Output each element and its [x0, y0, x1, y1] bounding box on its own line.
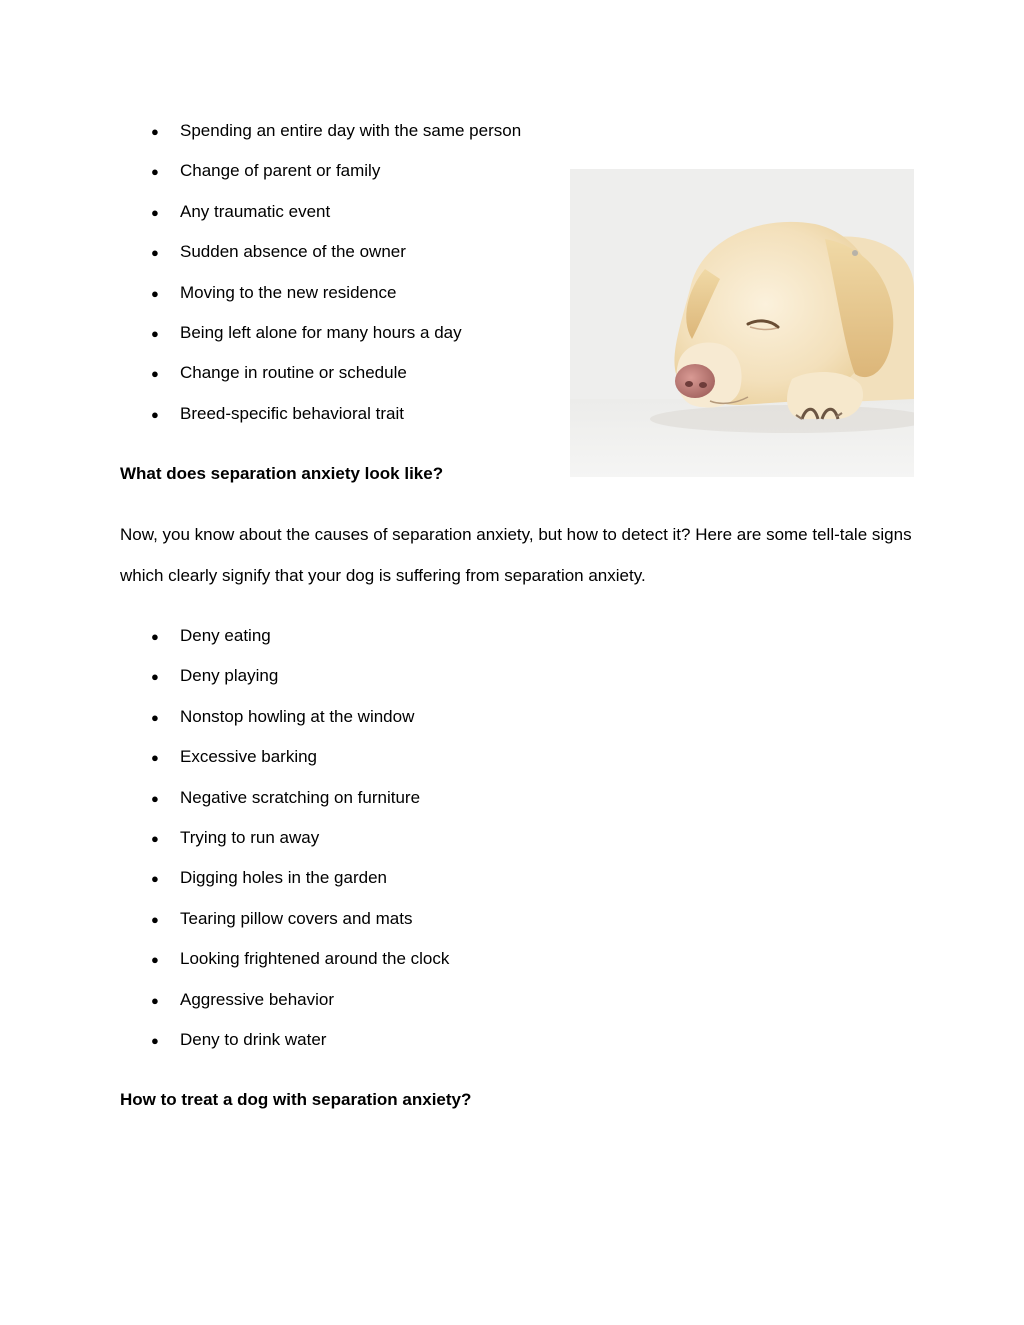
list-item: ● Tearing pillow covers and mats [151, 908, 413, 928]
causes-list [120, 121, 521, 444]
list-item: ● Aggressive behavior [151, 989, 335, 1009]
bullet-icon: ● [151, 871, 159, 887]
bullet-icon: ● [151, 911, 159, 927]
bullet-icon: ● [151, 790, 159, 806]
bullet-icon: ● [151, 285, 159, 301]
list-item: ● Breed-specific behavioral trait [151, 403, 404, 423]
list-item: ● Negative scratching on furniture [151, 787, 421, 807]
bullet-icon: ● [151, 830, 159, 846]
list-item: ● Excessive barking [151, 747, 318, 767]
bullet-icon: ● [151, 1032, 159, 1048]
list-item: ● Moving to the new residence [151, 282, 397, 302]
list-item: ● Nonstop howling at the window [151, 706, 415, 726]
bullet-icon: ● [151, 952, 159, 968]
dog-illustration [570, 169, 914, 477]
bullet-icon: ● [151, 750, 159, 766]
list-item: ● Spending an entire day with the same person [151, 121, 522, 140]
bullet-icon: ● [151, 992, 159, 1008]
list-item: ● Change in routine or schedule [151, 363, 407, 383]
bullet-icon: ● [151, 669, 159, 685]
list-item: ● Digging holes in the garden [151, 868, 387, 888]
list-item: ● Any traumatic event [151, 201, 331, 221]
bullet-icon: ● [151, 325, 159, 341]
bullet-icon: ● [151, 406, 159, 422]
list-item: ● Sudden absence of the owner [151, 242, 406, 262]
bullet-icon: ● [151, 124, 159, 139]
intro-paragraph: Now, you know about the causes of separation anxiety, but how to detect it? Here are some tell-tale signs which clearly signify that your dog is suffering from separation anxiety. [120, 525, 912, 585]
list-item: ● Being left alone for many hours a day [151, 322, 462, 342]
bullet-icon: ● [151, 164, 159, 180]
bullet-icon: ● [151, 245, 159, 261]
bullet-icon: ● [151, 709, 159, 725]
bullet-icon: ● [151, 629, 159, 644]
list-item: ● Deny to drink water [151, 1029, 327, 1049]
list-item: ● Trying to run away [151, 827, 320, 847]
list-item: ● Deny playing [151, 666, 279, 686]
list-item: ● Looking frightened around the clock [151, 949, 450, 969]
signs-list [120, 626, 449, 1070]
sad-dog-photo [570, 169, 914, 477]
list-item: ● Deny eating [151, 626, 271, 645]
bullet-icon: ● [151, 366, 159, 382]
section-heading-treat: How to treat a dog with separation anxiety? [120, 1090, 472, 1109]
list-item: ● Change of parent or family [151, 161, 381, 181]
section-heading-look: What does separation anxiety look like? [120, 464, 444, 483]
bullet-icon: ● [151, 204, 159, 220]
